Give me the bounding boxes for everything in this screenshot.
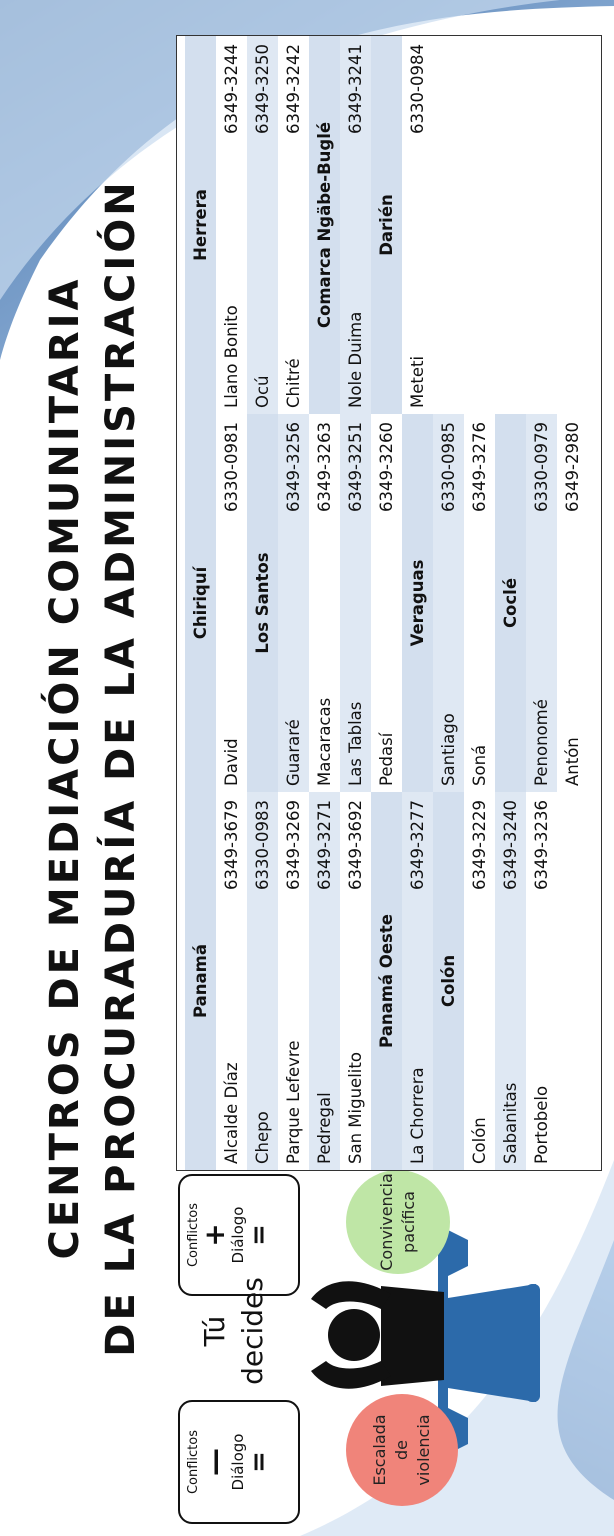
center-name: Meteti: [408, 355, 427, 408]
center-phone: 6330-0984: [408, 44, 427, 134]
center-name: Las Tablas: [346, 701, 365, 786]
violence-text-3: violencia: [414, 1414, 433, 1486]
center-row: [464, 792, 495, 1170]
left-bubble-word2: Diálogo: [229, 1433, 247, 1491]
left-bubble-equals: =: [244, 1451, 274, 1473]
title-line-2: DE LA PROCURADURÍA DE LA ADMINISTRACIÓN: [98, 179, 144, 1357]
region-header: Los Santos: [247, 414, 278, 792]
center-name: San Miguelito: [346, 1052, 365, 1164]
region-header: Chiriquí: [185, 414, 216, 792]
right-bubble-word1: Conflictos: [186, 1202, 201, 1268]
violence-circle: [346, 1394, 458, 1506]
center-row: [216, 414, 247, 792]
center-phone: 6349-3276: [470, 422, 489, 512]
center-row: [247, 792, 278, 1170]
center-phone: 6330-0981: [222, 422, 241, 512]
center-row: [526, 414, 557, 792]
center-phone: 6349-3229: [470, 800, 489, 890]
center-name: Alcalde Díaz: [222, 1062, 241, 1164]
center-row: [278, 36, 309, 414]
center-phone: 6349-3236: [532, 800, 551, 890]
center-name: Llano Bonito: [222, 305, 241, 408]
region-header: Panamá Oeste: [371, 792, 402, 1170]
center-phone: 6349-3679: [222, 800, 241, 890]
center-phone: 6349-2980: [563, 422, 582, 512]
peace-text-2: pacífica: [399, 1191, 418, 1253]
center-name: Parque Lefevre: [284, 1040, 303, 1164]
center-name: Soná: [470, 744, 489, 786]
center-row: [278, 792, 309, 1170]
peace-text-1: Convivencia: [377, 1173, 396, 1271]
right-bubble-word2: Diálogo: [229, 1206, 247, 1264]
center-phone: 6330-0979: [532, 422, 551, 512]
center-row: [433, 414, 464, 792]
region-header: Veraguas: [402, 414, 433, 792]
region-header: Herrera: [185, 36, 216, 414]
center-name: David: [222, 738, 241, 786]
center-phone: 6349-3263: [315, 422, 334, 512]
center-name: Chepo: [253, 1111, 272, 1164]
slogan-line-2: decides: [236, 1277, 269, 1385]
center-phone: 6349-3244: [222, 44, 241, 134]
region-header: Panamá: [185, 792, 216, 1170]
center-name: Macaracas: [315, 697, 334, 786]
balance-illustration: [176, 1171, 614, 1536]
center-row: [340, 36, 371, 414]
center-row: [247, 36, 278, 414]
center-phone: 6330-0985: [439, 422, 458, 512]
center-row: [402, 792, 433, 1170]
peace-circle: [346, 1170, 450, 1274]
slogan: [196, 1276, 272, 1386]
left-bubble-operator: —: [198, 1448, 231, 1476]
center-phone: 6330-0983: [253, 800, 272, 890]
center-name: Chitré: [284, 358, 303, 408]
center-phone: 6349-3240: [501, 800, 520, 890]
center-row: [309, 414, 340, 792]
slogan-line-1: Tú: [198, 1315, 231, 1347]
center-phone: 6349-3256: [284, 422, 303, 512]
left-speech-bubble: [178, 1400, 300, 1524]
center-row: [371, 414, 402, 792]
center-row: [557, 414, 588, 792]
center-name: Ocú: [253, 375, 272, 408]
center-row: [402, 36, 433, 414]
center-name: Portobelo: [532, 1085, 551, 1164]
center-row: [340, 414, 371, 792]
region-header: Comarca Ngäbe-Buglé: [309, 36, 340, 414]
center-phone: 6349-3269: [284, 800, 303, 890]
left-bubble-word1: Conflictos: [186, 1429, 201, 1495]
directory-table: [176, 35, 602, 1171]
center-row: [216, 792, 247, 1170]
violence-text-1: Escalada: [370, 1414, 389, 1486]
center-name: La Chorrera: [408, 1067, 427, 1164]
center-phone: 6349-3242: [284, 44, 303, 134]
center-name: Sabanitas: [501, 1082, 520, 1164]
center-name: Santiago: [439, 713, 458, 786]
violence-text-2: de: [392, 1440, 411, 1460]
center-name: Pedregal: [315, 1092, 334, 1164]
center-name: Nole Duima: [346, 311, 365, 408]
center-row: [340, 792, 371, 1170]
right-bubble-equals: =: [244, 1224, 274, 1246]
center-name: Penonomé: [532, 699, 551, 786]
right-bubble-operator: +: [198, 1223, 231, 1247]
center-phone: 6349-3251: [346, 422, 365, 512]
center-phone: 6349-3271: [315, 800, 334, 890]
center-phone: 6349-3277: [408, 800, 427, 890]
center-phone: 6349-3260: [377, 422, 396, 512]
center-row: [309, 792, 340, 1170]
center-row: [464, 414, 495, 792]
center-name: Antón: [563, 737, 582, 786]
center-phone: 6349-3241: [346, 44, 365, 134]
region-header: Colón: [433, 792, 464, 1170]
title-line-1: CENTROS DE MEDIACIÓN COMUNITARIA: [42, 276, 88, 1260]
center-row: [278, 414, 309, 792]
region-header: Darién: [371, 36, 402, 414]
center-phone: 6349-3250: [253, 44, 272, 134]
center-name: Pedasí: [377, 732, 396, 786]
center-row: [495, 792, 526, 1170]
center-name: Guararé: [284, 719, 303, 786]
center-row: [216, 36, 247, 414]
center-row: [526, 792, 557, 1170]
center-phone: 6349-3692: [346, 800, 365, 890]
region-header: Coclé: [495, 414, 526, 792]
center-name: Colón: [470, 1117, 489, 1164]
